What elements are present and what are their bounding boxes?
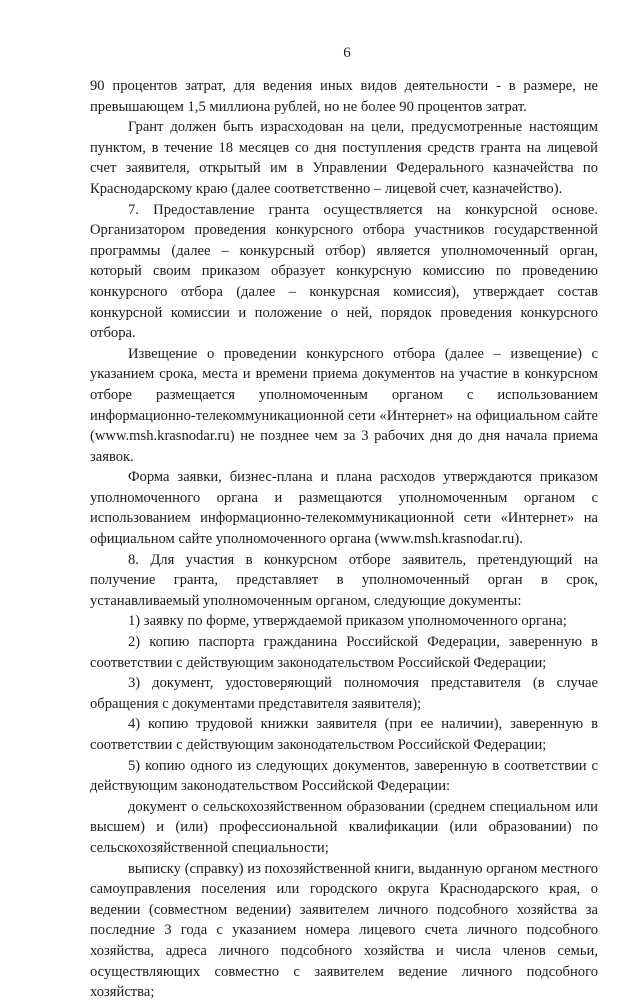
paragraph-notice: Извещение о проведении конкурсного отбора (далее – извещение) с указанием срока, места и времени приема документов на участие в конкурсном отборе размещается уполномоченным органом с использованием информационно-телекоммуникационной сети «Интернет» на официальном сайте (www.msh.krasnodar.ru) не позднее чем за 3 рабочих дня до дня начала приема заявок.: [90, 345, 598, 465]
list-item-8-3: 3) документ, удостоверяющий полномочия представителя (в случае обращения с документами представителя заявителя);: [90, 675, 598, 712]
list-item-8-1: 1) заявку по форме, утверждаемой приказом уполномоченного органа;: [128, 613, 567, 630]
paragraph-household-extract: выписку (справку) из похозяйственной книги, выданную органом местного самоуправления поселения или городского округа Краснодарского края, о ведении (совместном ведении) заявителем личного подсобного хозяйства за последние 3 года с указанием номера лицевого счета личного подсобного хозяйства, адреса личного подсобного хозяйства и числа членов семьи, осуществляющих совместно с заявителем ведение личного подсобного хозяйства;: [90, 860, 598, 1001]
page-number: 6: [343, 45, 351, 61]
paragraph-continuation: 90 процентов затрат, для ведения иных видов деятельности - в размере, не превышающем 1,5 миллиона рублей, но не более 90 процентов затрат.: [90, 78, 598, 115]
list-item-8-5: 5) копию одного из следующих документов, заверенную в соответствии с действующим законодательством Российской Федерации:: [90, 757, 598, 795]
paragraph-education-document: документ о сельскохозяйственном образовании (среднем специальном или высшем) и (или) профессиональной квалификации (или образовании) по сельскохозяйственной специальности;: [90, 798, 598, 856]
paragraph-grant-use: Грант должен быть израсходован на цели, предусмотренные настоящим пунктом, в течение 18 месяцев со дня поступления средств гранта на лицевой счет заявителя, открытый им в Управлении Федерального казначейства по Краснодарскому краю (далее соответственно – лицевой счет, казначейство).: [90, 119, 598, 197]
list-item-8-4: 4) копию трудовой книжки заявителя (при ее наличии), заверенную в соответствии с действующим законодательством Российской Федерации;: [90, 716, 598, 753]
paragraph-forms: Форма заявки, бизнес-плана и плана расходов утверждаются приказом уполномоченного органа и размещаются уполномоченным органом с использованием информационно-телекоммуникационной сети «Интернет» на официальном сайте уполномоченного органа (www.msh.krasnodar.ru).: [90, 469, 598, 548]
paragraph-item-8: 8. Для участия в конкурсном отборе заявитель, претендующий на получение гранта, представляет в уполномоченный орган в срок, устанавливаемый уполномоченным органом, следующие документы:: [90, 551, 598, 609]
paragraph-item-7: 7. Предоставление гранта осуществляется на конкурсной основе. Организатором проведения конкурсного отбора участников государственной программы (далее – конкурсный отбор) является уполномоченный орган, который своим приказом образует конкурсную комиссию по проведению конкурсного отбора (далее – конкурсная комиссия), утверждает состав конкурсной комиссии и положение о ней, порядок проведения конкурсного отбора.: [90, 201, 598, 342]
list-item-8-2: 2) копию паспорта гражданина Российской Федерации, заверенную в соответствии с действующим законодательством Российской Федерации;: [90, 634, 598, 671]
